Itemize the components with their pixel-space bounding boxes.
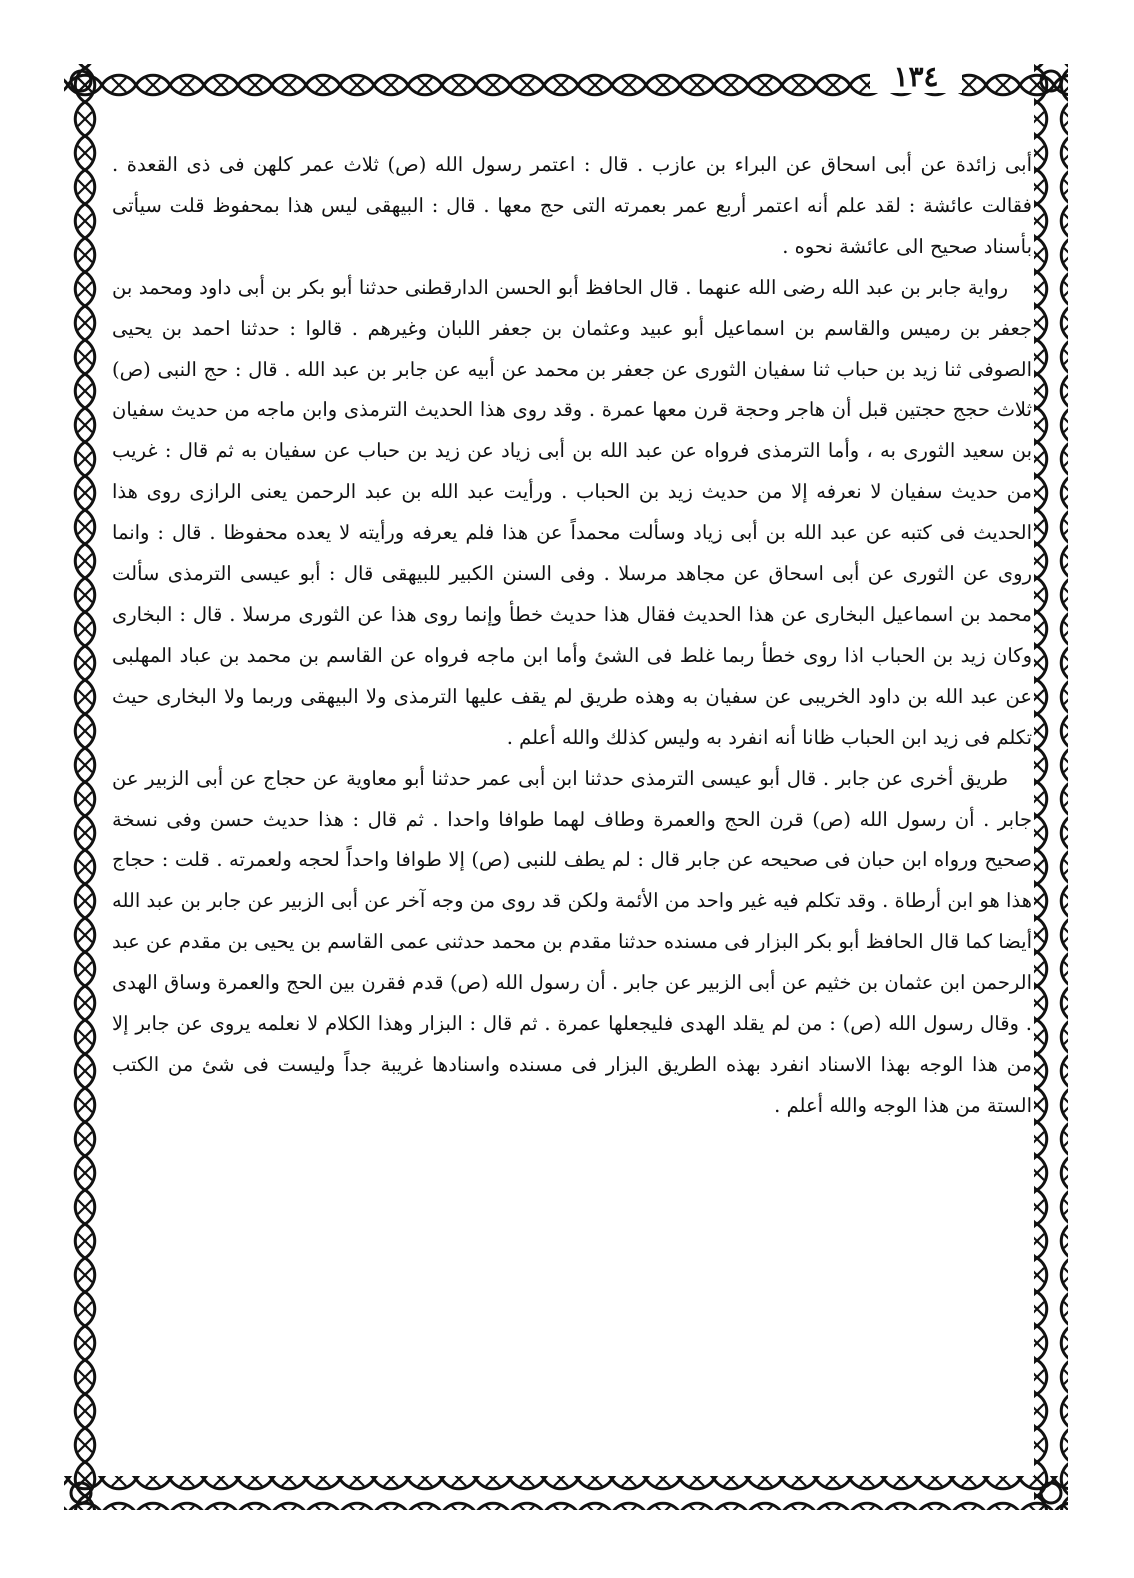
main-text: [112, 145, 1032, 1475]
page-number: ١٣٤: [870, 60, 962, 93]
paragraph: طريق أخرى عن جابر . قال أبو عيسى الترمذى حدثنا ابن أبى عمر حدثنا أبو معاوية عن حجاج عن أبى الزبير عن جابر . أن رسول الله (ص) قرن الحج والعمرة وطاف لهما طوافا واحدا . ثم قال : هذا حديث حسن وفى نسخة صحيح ورواه ابن حبان فى صحيحه عن جابر قال : لم يطف للنبى (ص) إلا طوافا واحداً لحجه ولعمرته . قلت : حجاج هذا هو ابن أرطاة . وقد تكلم فيه غير واحد من الأئمة ولكن قد روى من وجه آخر عن أبى الزبير عن جابر بن عبد الله أيضا كما قال الحافظ أبو بكر البزار فى مسنده حدثنا مقدم بن محمد حدثنى عمى القاسم بن يحيى بن مقدم عن عبد الرحمن ابن عثمان بن خثيم عن أبى الزبير عن جابر . أن رسول الله (ص) قدم فقرن بين الحج والعمرة وساق الهدى . وقال رسول الله (ص) : من لم يقلد الهدى فليجعلها عمرة . ثم قال : البزار وهذا الكلام لا نعلمه يروى عن جابر إلا من هذا الوجه بهذا الاسناد انفرد بهذه الطريق البزار فى مسنده واسنادها غريبة جداً وليست فى شئ من الكتب الستة من هذا الوجه والله أعلم .: [112, 766, 1032, 1117]
paragraph: أبى زائدة عن أبى اسحاق عن البراء بن عازب . قال : اعتمر رسول الله (ص) ثلاث عمر كلهن فى ذى القعدة . فقالت عائشة : لقد علم أنه اعتمر أربع عمر بعمرته التى حج معها . قال : البيهقى ليس هذا بمحفوظ قلت سيأتى بأسناد صحيح الى عائشة نحوه .: [112, 153, 1032, 258]
paragraph: رواية جابر بن عبد الله رضى الله عنهما . قال الحافظ أبو الحسن الدارقطنى حدثنا أبو بكر بن أبى داود ومحمد بن جعفر بن رميس والقاسم بن اسماعيل أبو عبيد وعثمان بن جعفر اللبان وغيرهم . قالوا : حدثنا احمد بن يحيى الصوفى ثنا زيد بن حباب ثنا سفيان الثورى عن جعفر بن محمد عن أبيه عن جابر بن عبد الله . قال : حج النبى (ص) ثلاث حجج حجتين قبل أن هاجر وحجة قرن معها عمرة . وقد روى هذا الحديث الترمذى وابن ماجه من حديث سفيان بن سعيد الثورى به ، وأما الترمذى فرواه عن عبد الله بن أبى زياد عن زيد بن حباب عن سفيان به ثم قال : غريب من حديث سفيان لا نعرفه إلا من حديث زيد بن الحباب . ورأيت عبد الله بن عبد الرحمن يعنى الرازى روى هذا الحديث فى كتبه عن عبد الله بن أبى زياد وسألت محمداً عن هذا فلم يعرفه ورأيته لا يعده محفوظا . قال : وانما روى عن الثورى عن أبى اسحاق عن مجاهد مرسلا . وفى السنن الكبير للبيهقى قال : أبو عيسى الترمذى سألت محمد بن اسماعيل البخارى عن هذا الحديث فقال هذا حديث خطأ وإنما روى هذا عن الثورى مرسلا . قال : البخارى وكان زيد بن الحباب اذا روى خطأ ربما غلط فى الشئ وأما ابن ماجه فرواه عن القاسم بن محمد بن عباد المهلبى عن عبد الله بن داود الخريبى عن سفيان به وهذه طريق لم يقف عليها الترمذى ولا البيهقى وربما ولا البخارى حيث تكلم فى زيد ابن الحباب ظانا أنه انفرد به وليس كذلك والله أعلم .: [112, 275, 1032, 749]
